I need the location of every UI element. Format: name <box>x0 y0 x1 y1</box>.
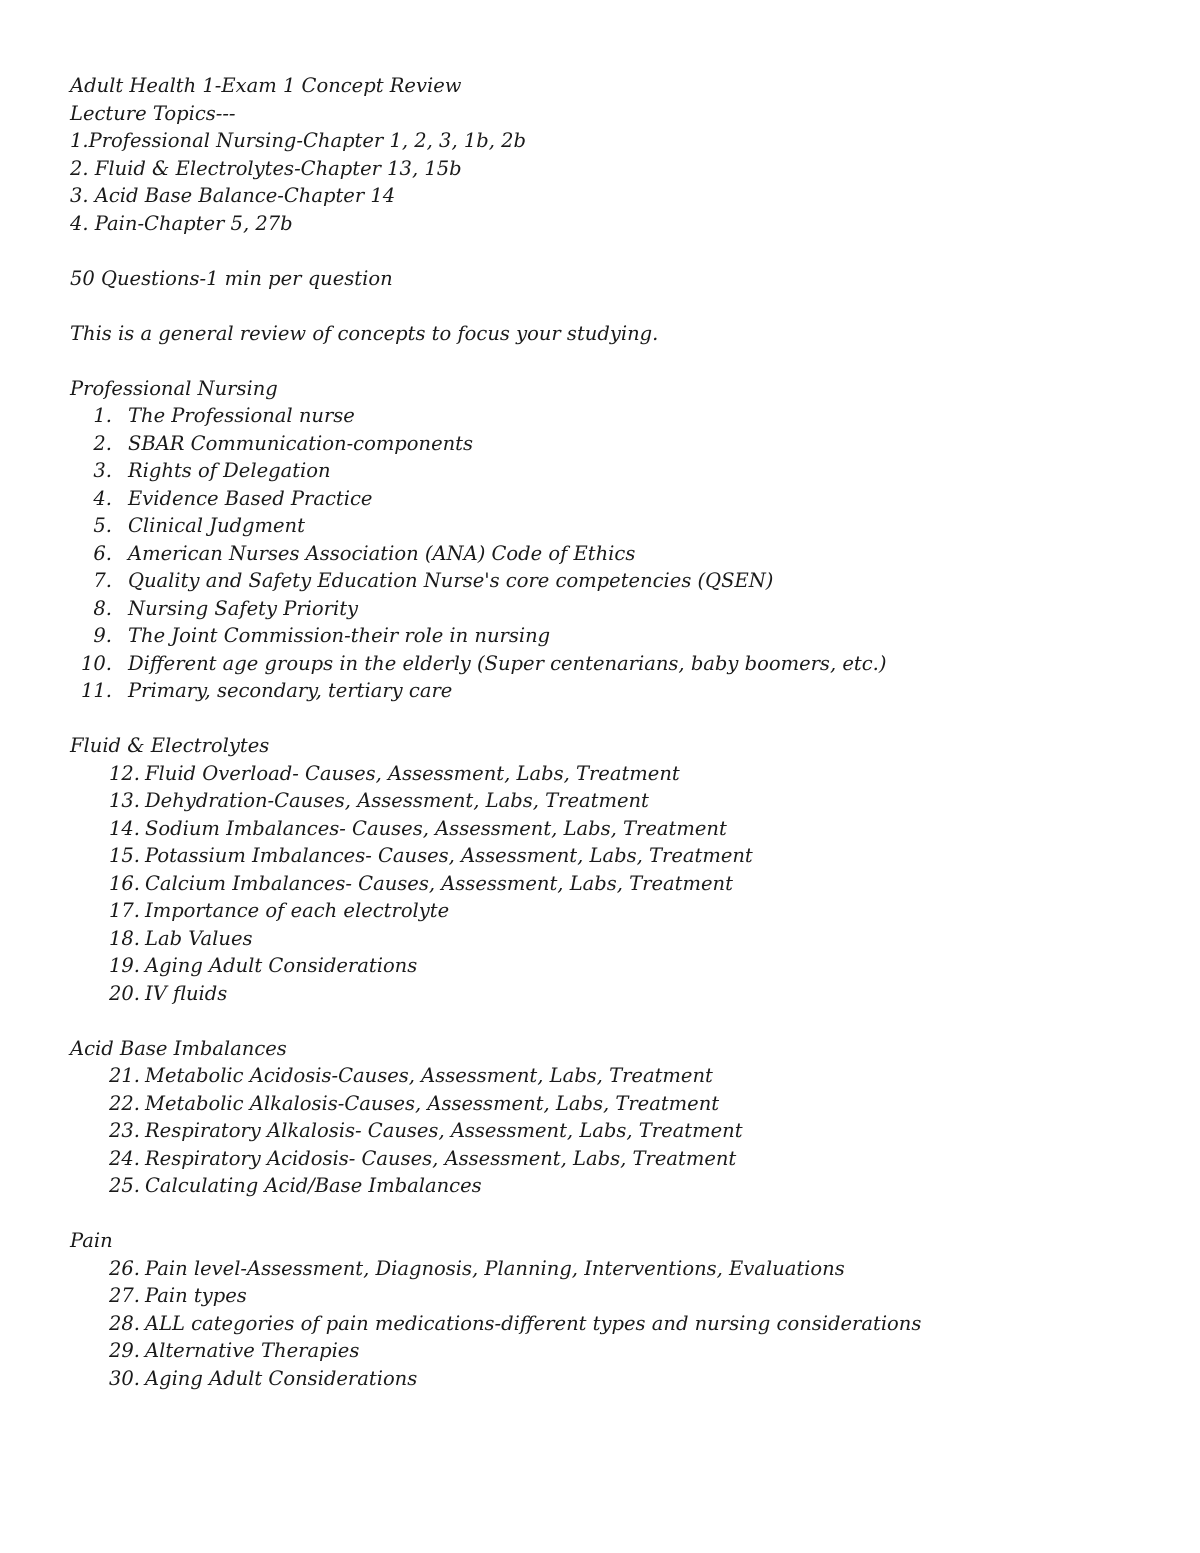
list-item <box>70 760 1130 788</box>
list-item-number: 10. <box>80 651 112 675</box>
list-item-number: 29. <box>108 1339 140 1362</box>
list-item-number: 13. <box>108 789 140 812</box>
list-item-number: 26. <box>108 1256 140 1280</box>
list-item <box>70 1172 1130 1200</box>
section-list <box>70 1062 1130 1200</box>
list-item-number: 8. <box>93 596 112 620</box>
section-heading: Pain <box>70 1229 113 1252</box>
list-item <box>70 595 1130 623</box>
list-item-text: Evidence Based Practice <box>128 486 373 510</box>
list-item <box>70 457 1130 485</box>
list-item <box>70 870 1130 898</box>
list-item <box>70 980 1130 1008</box>
list-item <box>70 485 1130 513</box>
spacer <box>70 237 1130 265</box>
list-item <box>70 952 1130 980</box>
list-item-text: Lab Values <box>145 926 253 950</box>
section-heading: Professional Nursing <box>70 376 278 400</box>
list-item <box>70 1090 1130 1118</box>
list-item-number: 5. <box>93 514 112 537</box>
section-list <box>70 1255 1130 1393</box>
list-item-text: Clinical Judgment <box>128 514 305 537</box>
list-item-number: 25. <box>108 1174 140 1197</box>
list-item-text: Alternative Therapies <box>145 1339 360 1362</box>
list-item-text: The Joint Commission-their role in nursing <box>128 624 551 647</box>
list-item <box>70 1117 1130 1145</box>
list-item-text: Different age groups in the elderly (Super centenarians, baby boomers, etc.) <box>128 651 887 675</box>
list-item-text: Potassium Imbalances- Causes, Assessment, Labs, Treatment <box>145 844 753 867</box>
list-item <box>70 430 1130 458</box>
list-item-text: The Professional nurse <box>128 404 355 427</box>
topic-line: 2. Fluid & Electrolytes-Chapter 13, 15b <box>70 156 462 180</box>
list-item-number: 9. <box>93 624 112 647</box>
list-item-text: Metabolic Acidosis-Causes, Assessment, Labs, Treatment <box>145 1064 713 1087</box>
list-item <box>70 512 1130 540</box>
list-item-text: Calcium Imbalances- Causes, Assessment, Labs, Treatment <box>145 871 733 895</box>
list-item-number: 11. <box>80 679 112 702</box>
list-item-text: Nursing Safety Priority <box>128 596 359 620</box>
list-item <box>70 1255 1130 1283</box>
list-item-text: Pain types <box>145 1284 247 1307</box>
list-item <box>70 622 1130 650</box>
list-item-number: 2. <box>93 431 112 455</box>
list-item-text: Dehydration-Causes, Assessment, Labs, Treatment <box>145 789 649 812</box>
spacer <box>70 705 1130 733</box>
list-item-number: 4. <box>93 486 112 510</box>
spacer <box>70 347 1130 375</box>
section-heading: Fluid & Electrolytes <box>70 734 270 757</box>
document-title: Adult Health 1-Exam 1 Concept Review <box>70 74 462 97</box>
list-item-text: Quality and Safety Education Nurse's core competencies (QSEN) <box>128 569 774 592</box>
list-item <box>70 1282 1130 1310</box>
list-item-number: 28. <box>108 1311 140 1335</box>
list-item-text: Primary, secondary, tertiary care <box>128 679 453 702</box>
list-item-number: 15. <box>108 844 140 867</box>
topic-line: 3. Acid Base Balance-Chapter 14 <box>70 184 396 207</box>
list-item-number: 21. <box>108 1064 140 1087</box>
section-list <box>70 402 1130 705</box>
topic-line: 4. Pain-Chapter 5, 27b <box>70 211 293 235</box>
list-item-text: Aging Adult Considerations <box>145 954 418 977</box>
list-item-number: 18. <box>108 926 140 950</box>
list-item <box>70 540 1130 568</box>
list-item <box>70 650 1130 678</box>
list-item-text: Respiratory Acidosis- Causes, Assessment, Labs, Treatment <box>145 1146 737 1170</box>
question-info: 50 Questions-1 min per question <box>70 266 393 290</box>
list-item <box>70 402 1130 430</box>
list-item-number: 3. <box>93 459 112 482</box>
list-item-text: Sodium Imbalances- Causes, Assessment, Labs, Treatment <box>145 816 727 840</box>
spacer <box>70 1200 1130 1228</box>
list-item-number: 14. <box>108 816 140 840</box>
list-item-text: ALL categories of pain medications-different types and nursing considerations <box>145 1311 922 1335</box>
list-item-number: 22. <box>108 1091 140 1115</box>
list-item-text: Aging Adult Considerations <box>145 1366 418 1390</box>
spacer <box>70 1007 1130 1035</box>
list-item-number: 24. <box>108 1146 140 1170</box>
list-item <box>70 897 1130 925</box>
list-item-text: Metabolic Alkalosis-Causes, Assessment, Labs, Treatment <box>145 1091 720 1115</box>
list-item <box>70 842 1130 870</box>
list-item-text: IV fluids <box>145 981 228 1005</box>
section-heading: Acid Base Imbalances <box>70 1036 287 1060</box>
list-item-number: 23. <box>108 1119 140 1142</box>
section-list <box>70 760 1130 1008</box>
list-item-text: Rights of Delegation <box>128 459 331 482</box>
list-item <box>70 677 1130 705</box>
list-item <box>70 1337 1130 1365</box>
list-item <box>70 1365 1130 1393</box>
list-item-number: 19. <box>108 954 140 977</box>
list-item-text: Calculating Acid/Base Imbalances <box>145 1174 482 1197</box>
list-item-text: Pain level-Assessment, Diagnosis, Planning, Interventions, Evaluations <box>145 1256 845 1280</box>
list-item <box>70 1062 1130 1090</box>
list-item-number: 6. <box>93 541 112 565</box>
list-item-number: 12. <box>108 761 140 785</box>
list-item-text: SBAR Communication-components <box>128 431 474 455</box>
list-item-text: Respiratory Alkalosis- Causes, Assessment, Labs, Treatment <box>145 1119 743 1142</box>
list-item <box>70 925 1130 953</box>
list-item <box>70 1310 1130 1338</box>
spacer <box>70 292 1130 320</box>
topic-line: 1.Professional Nursing-Chapter 1, 2, 3, 1b, 2b <box>70 129 527 152</box>
list-item-number: 17. <box>108 899 140 922</box>
topics-heading: Lecture Topics--- <box>70 101 236 125</box>
list-item-number: 7. <box>93 569 112 592</box>
document-page <box>70 72 1130 1392</box>
list-item <box>70 567 1130 595</box>
list-item-number: 16. <box>108 871 140 895</box>
list-item <box>70 1145 1130 1173</box>
list-item-number: 20. <box>108 981 140 1005</box>
list-item-number: 30. <box>108 1366 140 1390</box>
list-item-number: 1. <box>93 404 112 427</box>
list-item-number: 27. <box>108 1284 140 1307</box>
list-item-text: Fluid Overload- Causes, Assessment, Labs, Treatment <box>145 761 680 785</box>
concept-sections <box>70 375 1130 1393</box>
list-item-text: Importance of each electrolyte <box>145 899 450 922</box>
intro-text: This is a general review of concepts to focus your studying. <box>70 321 659 345</box>
list-item-text: American Nurses Association (ANA) Code of Ethics <box>128 541 636 565</box>
list-item <box>70 815 1130 843</box>
list-item <box>70 787 1130 815</box>
